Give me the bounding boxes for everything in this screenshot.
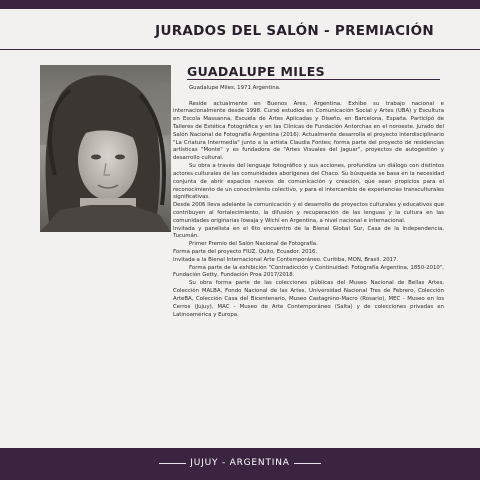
- juror-name: GUADALUPE MILES: [187, 64, 326, 79]
- header-divider: [0, 49, 480, 50]
- bio-paragraph: Desde 2006 lleva adelante la comunicación y el desarrollo de proyectos culturales y educativos que contribuyen al fortalecimiento, la difusión y recuperación de las lenguas y la cultura en las comunidades originarias Iowaja y Wichí en Argentina, a nivel nacional e internacional.: [173, 202, 444, 224]
- bio-paragraph: Invitada a la Bienal Internacional Arte Contemporáneo. Curitiba, MON, Brasil. 2017.: [173, 256, 399, 263]
- bio-intro: Guadalupe Miles, 1971 Argentina.: [189, 85, 281, 91]
- top-accent-bar: [0, 0, 480, 9]
- juror-bio: [173, 85, 444, 319]
- bio-paragraph: Su obra a través del lenguaje fotográfico y sus acciones, profundiza un diálogo con distintos actores culturales de las comunidades aborígenes del Chaco. Su búsqueda se basa en la necesidad conjunta de abrir espacios nuevos de comunicación y creación, que sean propicios para el reconocimiento de un conocimiento colectivo, y para el intercambio de experiencias transculturales significativas.: [173, 163, 444, 201]
- footer-location: JUJUY - ARGENTINA: [190, 458, 290, 468]
- portrait-image: [40, 65, 171, 232]
- bio-paragraph: Reside actualmente en Buenos Ares, Argentina. Exhibe su trabajo nacional e internacionalmente desde 1998. Cursó estudios en Comunicación Social y Artes (UBA) y Escultura en Escola Massanna, Escuela de Artes Aplicadas y Diseño, en Barcelona, España. Participó de Talleres de Estética Fotográfica y en las Clínicas de Fundación Antorchas en el noroeste. Jurado del Salón Nacional de Fotografía Argentina (2016). Actualmente desarrolla el proyecto interdisciplinario "La Criatura Intermedia" junto a la artista Claudia Fontes; forma parte del proyecto de residencias artísticas "Monte" y es fundadora de "Artes Visuales del Jaguar", proyectos de autogestión y desarrollo cultural.: [173, 100, 444, 162]
- juror-photo: [40, 65, 171, 232]
- bio-paragraph: Invitada y panelista en el 6to encuentro de la Bienal Global Sur, Casa de la Independencia, Tucumán.: [173, 225, 444, 240]
- page-header: [0, 9, 480, 49]
- bio-paragraph: Forma parte del proyecto FIUZ, Quito, Ecuador. 2016.: [173, 249, 318, 256]
- page-title: JURADOS DEL SALÓN - PREMIACIÓN: [155, 23, 434, 39]
- name-divider: [187, 79, 440, 80]
- bio-paragraph: Su obra forma parte de las colecciones públicas del Museo Nacional de Bellas Artes, Colección MALBA, Fondo Nacional de las Artes, Universidad Nacional Tres de Febrero, Colección ArteBA, Colección Casa del Bicentenario, Museo Castagnino-Macro (Rosario), MEC - Museo en los Cerros (Jujuy), MAC - Museo de Arte Contemporáneo (Salta) y de colecciones privadas en Latinoamérica y Europa.: [173, 280, 444, 318]
- footer-right-rule: [294, 463, 321, 464]
- bio-paragraph: Primer Premio del Salón Nacional de Fotografía.: [189, 241, 318, 248]
- bio-paragraph: Forma parte de la exhibición "Contradicción y Continuidad: Fotografía Argentina, 1850-2010", Fundación Getty, Fundación Proa 2017/2018.: [173, 264, 444, 279]
- page-footer: [0, 448, 480, 480]
